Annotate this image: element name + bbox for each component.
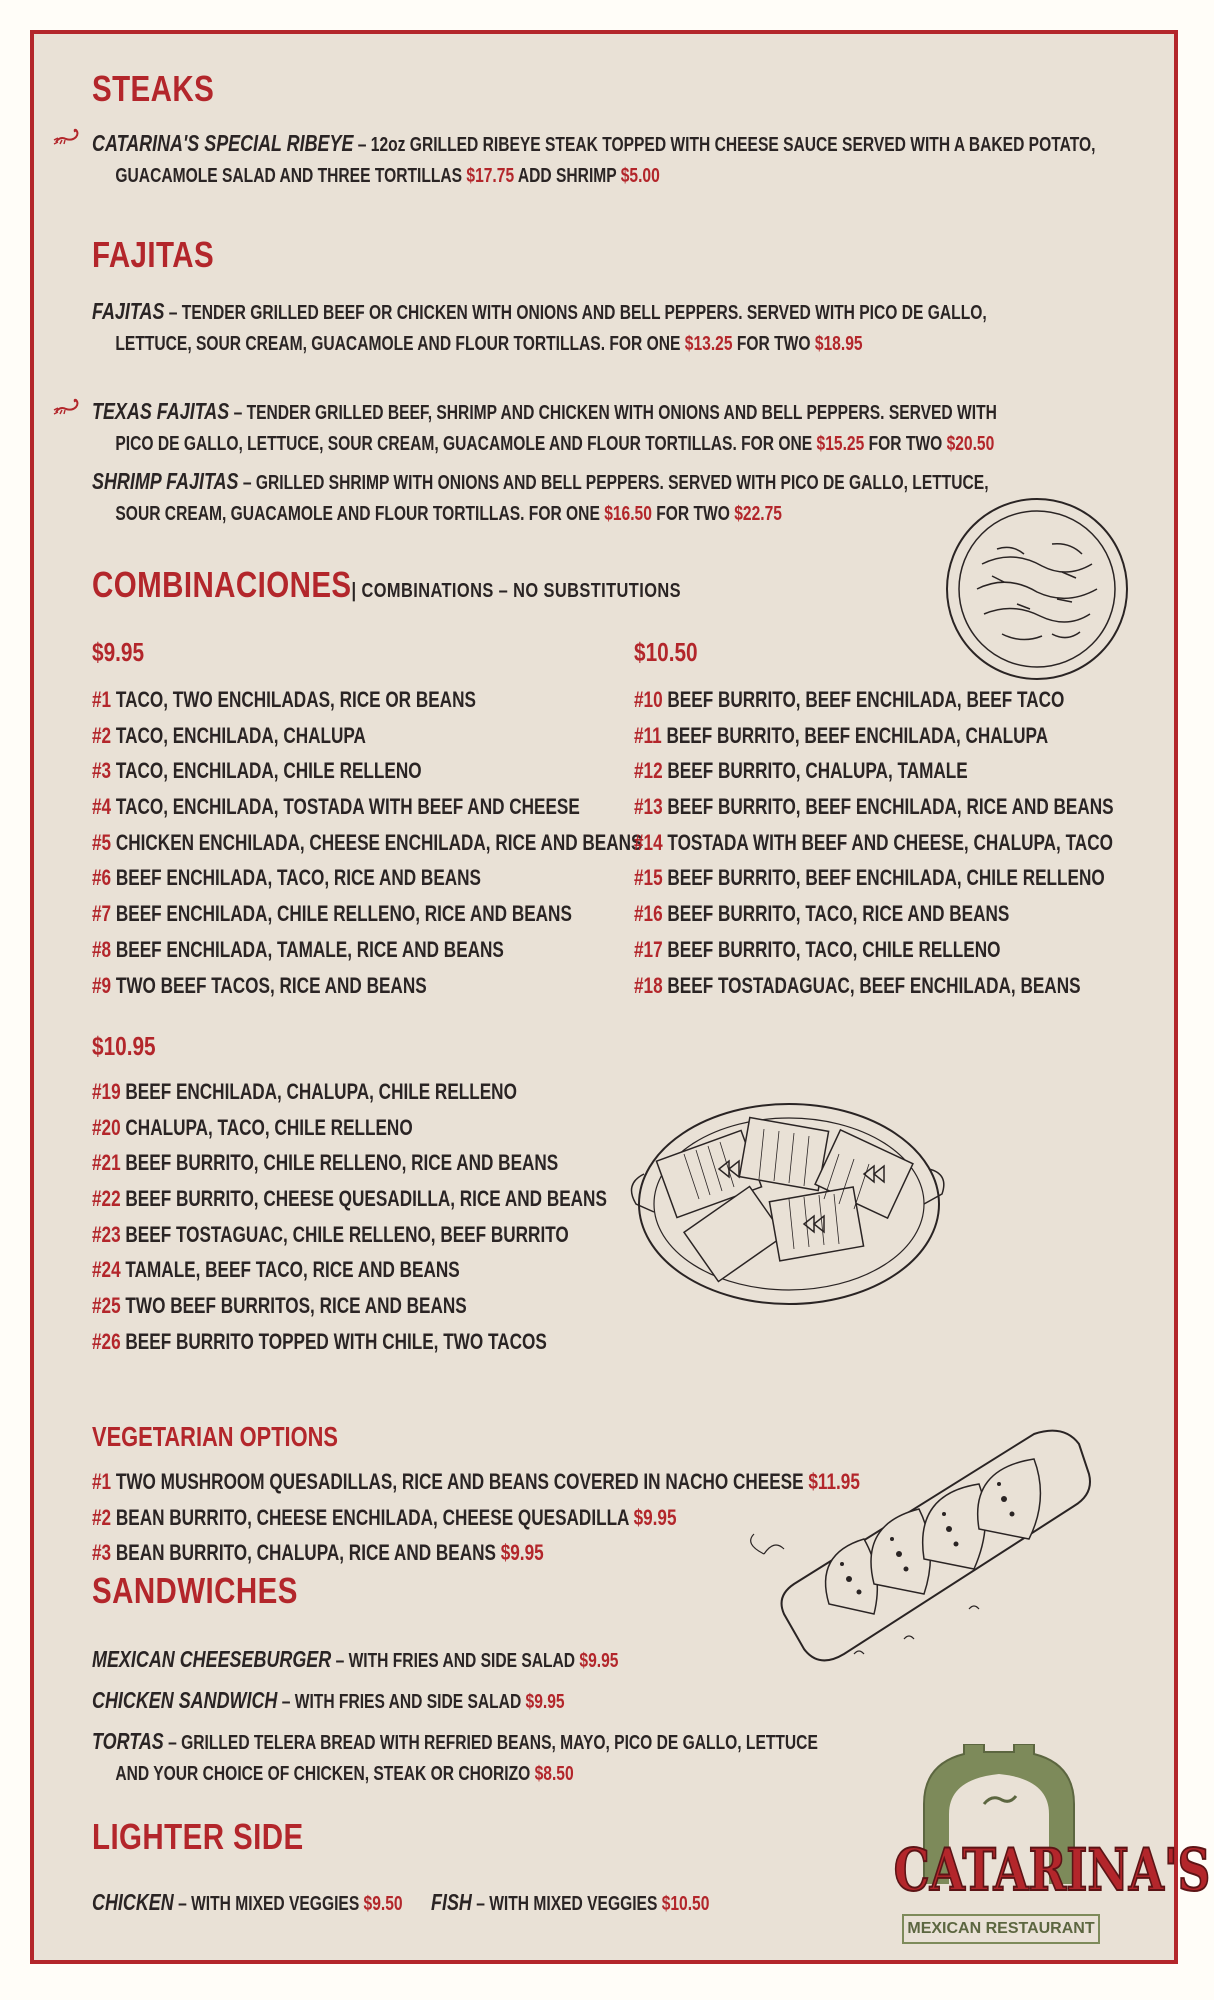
- item-name: TEXAS FAJITAS: [92, 398, 230, 424]
- list-item: [92, 718, 642, 754]
- combo-desc: BEEF TOSTAGUAC, CHILE RELLENO, BEEF BURRITO: [120, 1221, 569, 1247]
- combo-desc: BEEF BURRITO, BEEF ENCHILADA, BEEF TACO: [662, 687, 1065, 712]
- menu-item-special-ribeye: [92, 128, 1095, 192]
- menu-item-shrimp-fajitas: [92, 466, 989, 530]
- combo-number: #9: [92, 972, 112, 998]
- item-price-two: $20.50: [946, 433, 995, 455]
- menu-item-chicken-sandwich: [92, 1685, 565, 1718]
- item-name: CHICKEN: [92, 1889, 174, 1915]
- menu-item-texas-fajitas: [92, 396, 997, 460]
- list-item: [92, 682, 642, 718]
- list-item: [92, 1288, 607, 1324]
- veg-price: $11.95: [808, 1469, 860, 1494]
- list-item: [634, 932, 1114, 968]
- item-desc: – WITH FRIES AND SIDE SALAD: [331, 1650, 580, 1672]
- addon-price: $5.00: [620, 165, 660, 187]
- price-group-1095: $10.95: [92, 1031, 156, 1061]
- logo-name: CATARINA'S: [893, 1836, 1211, 1904]
- item-desc-2: LETTUCE, SOUR CREAM, GUACAMOLE AND FLOUR TORTILLAS. FOR ONE: [115, 333, 685, 355]
- item-price: $9.95: [579, 1650, 619, 1672]
- list-item: [634, 682, 1114, 718]
- list-item: [92, 1324, 607, 1360]
- scorpion-icon: [52, 126, 82, 148]
- item-for-two: FOR TWO: [732, 333, 815, 355]
- scorpion-icon: [52, 396, 82, 418]
- list-item: [634, 753, 1114, 789]
- combo-desc: BEEF ENCHILADA, TAMALE, RICE AND BEANS: [111, 936, 504, 962]
- combo-number: #11: [634, 722, 662, 748]
- list-item: [634, 968, 1114, 1004]
- menu-item-tortas: [92, 1726, 818, 1790]
- veg-number: #2: [92, 1504, 112, 1530]
- item-name: SHRIMP FAJITAS: [92, 468, 239, 494]
- item-price: $9.95: [525, 1691, 565, 1713]
- item-name: CHICKEN SANDWICH: [92, 1687, 278, 1713]
- item-desc-2: AND YOUR CHOICE OF CHICKEN, STEAK OR CHORIZO: [115, 1763, 535, 1785]
- combo-number: #18: [634, 972, 663, 998]
- combo-number: #4: [92, 794, 112, 820]
- combo-number: #17: [634, 936, 663, 962]
- item-addon: ADD SHRIMP: [514, 165, 621, 187]
- list-item: [92, 1074, 607, 1110]
- item-desc: – WITH MIXED VEGGIES: [173, 1893, 364, 1915]
- menu-item-fajitas: [92, 296, 987, 360]
- item-name: TORTAS: [92, 1728, 164, 1754]
- list-item: [92, 1145, 607, 1181]
- combo-desc: BEEF BURRITO, CHEESE QUESADILLA, RICE AND BEANS: [120, 1186, 607, 1212]
- list-item: [92, 932, 642, 968]
- list-item: [92, 968, 642, 1004]
- combo-desc: TACO, TWO ENCHILADAS, RICE OR BEANS: [111, 687, 476, 712]
- item-desc: – WITH FRIES AND SIDE SALAD: [277, 1691, 526, 1713]
- fajita-plate-illustration: [942, 494, 1132, 684]
- combo-desc: BEEF ENCHILADA, CHILE RELLENO, RICE AND BEANS: [111, 901, 572, 927]
- catarinas-logo: [864, 1744, 1211, 1964]
- veg-price: $9.95: [633, 1504, 677, 1530]
- combo-number: #23: [92, 1221, 121, 1247]
- combinaciones-subtitle: | COMBINATIONS – NO SUBSTITUTIONS: [351, 580, 681, 602]
- item-price-two: $22.75: [734, 503, 782, 525]
- veg-desc: TWO MUSHROOM QUESADILLAS, RICE AND BEANS COVERED IN NACHO CHEESE: [111, 1469, 809, 1494]
- combo-number: #14: [634, 829, 663, 855]
- list-item: [92, 1181, 607, 1217]
- combo-number: #21: [92, 1150, 121, 1176]
- combo-desc: TACO, ENCHILADA, CHALUPA: [111, 722, 366, 748]
- combo-number: #20: [92, 1114, 121, 1140]
- vegetarian-title: VEGETARIAN OPTIONS: [92, 1421, 338, 1452]
- combo-number: #7: [92, 901, 112, 927]
- item-price-one: $16.50: [604, 503, 652, 525]
- combo-number: #13: [634, 794, 663, 820]
- combo-number: #10: [634, 687, 663, 712]
- combo-number: #8: [92, 936, 112, 962]
- list-item: [92, 860, 642, 896]
- combo-number: #6: [92, 865, 112, 891]
- item-desc: – GRILLED SHRIMP WITH ONIONS AND BELL PEPPERS. SERVED WITH PICO DE GALLO, LETTUCE,: [238, 472, 989, 494]
- menu-item-fish: [431, 1887, 709, 1920]
- steaks-title: STEAKS: [92, 68, 215, 109]
- combinaciones-title: [92, 564, 681, 606]
- item-price-one: $13.25: [684, 333, 733, 355]
- combo-desc: BEEF ENCHILADA, TACO, RICE AND BEANS: [111, 865, 482, 891]
- item-desc-2: SOUR CREAM, GUACAMOLE AND FLOUR TORTILLAS. FOR ONE: [115, 503, 605, 525]
- item-name: FISH: [431, 1889, 472, 1915]
- combo-desc: BEEF TOSTADAGUAC, BEEF ENCHILADA, BEANS: [662, 972, 1081, 998]
- combo-desc: TOSTADA WITH BEEF AND CHEESE, CHALUPA, TACO: [662, 829, 1113, 855]
- combo-desc: TACO, ENCHILADA, CHILE RELLENO: [111, 758, 422, 784]
- list-item: [92, 753, 642, 789]
- combo-number: #19: [92, 1079, 121, 1104]
- combo-desc: CHALUPA, TACO, CHILE RELLENO: [120, 1114, 413, 1140]
- combo-desc: BEEF BURRITO, BEEF ENCHILADA, RICE AND BEANS: [662, 794, 1114, 820]
- veg-desc: BEAN BURRITO, CHALUPA, RICE AND BEANS: [111, 1540, 501, 1566]
- combo-number: #2: [92, 722, 112, 748]
- list-item: [634, 860, 1114, 896]
- list-item: [634, 896, 1114, 932]
- tacos-tray-illustration: [734, 1414, 1114, 1694]
- item-price: $10.50: [661, 1893, 710, 1915]
- list-item: [92, 1110, 607, 1146]
- combo-number: #5: [92, 829, 112, 855]
- list-item: [634, 825, 1114, 861]
- tamales-plate-illustration: [624, 1074, 954, 1314]
- combo-number: #1: [92, 687, 112, 712]
- item-desc: – TENDER GRILLED BEEF, SHRIMP AND CHICKEN WITH ONIONS AND BELL PEPPERS. SERVED WITH: [229, 402, 997, 424]
- item-name: FAJITAS: [92, 298, 165, 324]
- list-item: [634, 789, 1114, 825]
- combo-number: #25: [92, 1293, 121, 1319]
- item-price: $9.50: [363, 1893, 403, 1915]
- combo-number: #15: [634, 865, 663, 891]
- combo-desc: CHICKEN ENCHILADA, CHEESE ENCHILADA, RICE AND BEANS: [111, 829, 643, 855]
- combo-number: #26: [92, 1328, 121, 1354]
- item-for-two: FOR TWO: [864, 433, 947, 455]
- item-desc-2: PICO DE GALLO, LETTUCE, SOUR CREAM, GUACAMOLE AND FLOUR TORTILLAS. FOR ONE: [115, 433, 817, 455]
- lighter-side-title: LIGHTER SIDE: [92, 1816, 304, 1857]
- item-desc: – GRILLED TELERA BREAD WITH REFRIED BEANS, MAYO, PICO DE GALLO, LETTUCE: [163, 1732, 818, 1754]
- item-for-two: FOR TWO: [651, 503, 735, 525]
- combo-desc: BEEF BURRITO, TACO, CHILE RELLENO: [662, 936, 1001, 962]
- veg-number: #3: [92, 1540, 112, 1566]
- veg-number: #1: [92, 1469, 112, 1494]
- combo-desc: BEEF ENCHILADA, CHALUPA, CHILE RELLENO: [120, 1079, 517, 1104]
- combinaciones-heading: COMBINACIONES: [92, 564, 352, 605]
- price-group-1050: $10.50: [634, 637, 698, 667]
- combo-desc: BEEF BURRITO TOPPED WITH CHILE, TWO TACOS: [120, 1328, 547, 1354]
- list-item: [92, 1217, 607, 1253]
- combo-number: #24: [92, 1257, 121, 1283]
- list-item: [92, 896, 642, 932]
- combo-desc: BEEF BURRITO, TACO, RICE AND BEANS: [662, 901, 1010, 927]
- price-group-995: $9.95: [92, 637, 145, 667]
- item-desc: – TENDER GRILLED BEEF OR CHICKEN WITH ONIONS AND BELL PEPPERS. SERVED WITH PICO DE GALLO,: [164, 302, 987, 324]
- menu-page: [30, 30, 1211, 1964]
- combo-desc: TWO BEEF TACOS, RICE AND BEANS: [111, 972, 427, 998]
- combo-number: #3: [92, 758, 112, 784]
- combo-number: #12: [634, 758, 663, 784]
- item-name: CATARINA'S SPECIAL RIBEYE: [92, 130, 354, 156]
- item-price: $17.75: [466, 165, 515, 187]
- combo-desc: TACO, ENCHILADA, TOSTADA WITH BEEF AND CHEESE: [111, 794, 580, 820]
- item-price: $8.50: [534, 1763, 574, 1785]
- logo-tagline: MEXICAN RESTAURANT: [902, 1914, 1100, 1944]
- combo-desc: BEEF BURRITO, BEEF ENCHILADA, CHILE RELLENO: [662, 865, 1105, 891]
- combo-desc: BEEF BURRITO, CHILE RELLENO, RICE AND BEANS: [120, 1150, 559, 1176]
- combo-list-1050: [634, 682, 1214, 1003]
- menu-item-cheeseburger: [92, 1644, 618, 1677]
- item-price-one: $15.25: [816, 433, 865, 455]
- list-item: [92, 825, 642, 861]
- combo-desc: BEEF BURRITO, CHALUPA, TAMALE: [662, 758, 968, 784]
- combo-desc: BEEF BURRITO, BEEF ENCHILADA, CHALUPA: [661, 722, 1049, 748]
- fajitas-title: FAJITAS: [92, 234, 215, 275]
- combo-desc: TWO BEEF BURRITOS, RICE AND BEANS: [120, 1293, 467, 1319]
- item-price-two: $18.95: [814, 333, 863, 355]
- list-item: [92, 789, 642, 825]
- item-desc: – WITH MIXED VEGGIES: [471, 1893, 662, 1915]
- combo-desc: TAMALE, BEEF TACO, RICE AND BEANS: [120, 1257, 460, 1283]
- list-item: [634, 718, 1114, 754]
- combo-number: #16: [634, 901, 663, 927]
- item-desc: – 12oz GRILLED RIBEYE STEAK TOPPED WITH CHEESE SAUCE SERVED WITH A BAKED POTATO,: [353, 134, 1096, 156]
- combo-number: #22: [92, 1186, 121, 1212]
- veg-price: $9.95: [500, 1540, 544, 1566]
- veg-desc: BEAN BURRITO, CHEESE ENCHILADA, CHEESE QUESADILLA: [111, 1504, 634, 1530]
- item-name: MEXICAN CHEESEBURGER: [92, 1646, 332, 1672]
- menu-item-chicken: [92, 1887, 403, 1920]
- item-desc-2: GUACAMOLE SALAD AND THREE TORTILLAS: [115, 165, 467, 187]
- list-item: [92, 1252, 607, 1288]
- sandwiches-title: SANDWICHES: [92, 1570, 298, 1611]
